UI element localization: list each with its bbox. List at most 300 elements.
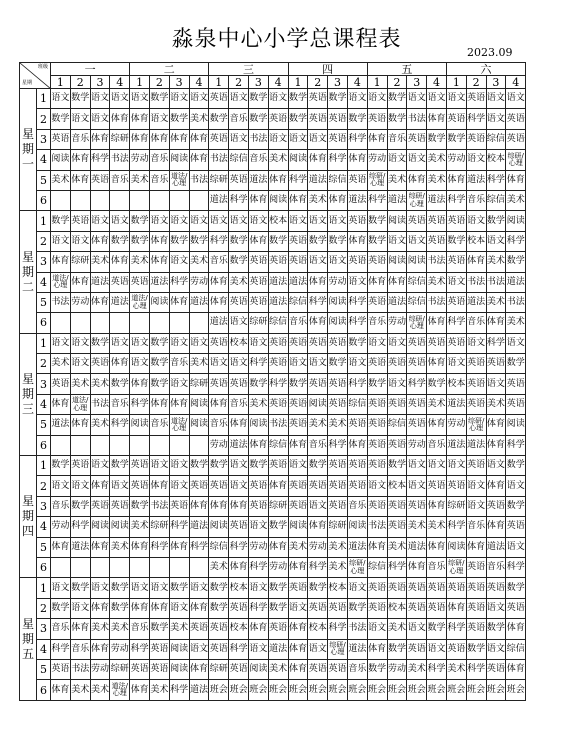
period-number: 1 (37, 456, 51, 476)
schedule-cell: 校本 (268, 211, 288, 231)
schedule-cell: 语文 (347, 89, 367, 109)
schedule-cell: 数学 (189, 456, 209, 476)
schedule-cell: 美术 (506, 190, 526, 210)
schedule-cell: 体育 (90, 231, 110, 251)
schedule-cell: 综研/ 心理 (466, 415, 486, 435)
schedule-cell: 语文 (486, 374, 506, 394)
schedule-cell (149, 435, 169, 455)
schedule-cell: 语文 (328, 211, 348, 231)
schedule-cell: 语文 (466, 211, 486, 231)
schedule-cell: 语文 (367, 89, 387, 109)
schedule-cell: 语文 (367, 333, 387, 353)
schedule-cell: 体育 (308, 313, 328, 333)
schedule-cell: 语文 (229, 89, 249, 109)
schedule-cell: 综研 (209, 659, 229, 679)
period-number: 3 (37, 252, 51, 272)
schedule-cell: 书法 (367, 517, 387, 537)
class-number-header: 1 (367, 76, 387, 89)
schedule-cell: 英语 (308, 109, 328, 129)
schedule-cell: 英语 (268, 354, 288, 374)
schedule-cell: 科学 (328, 150, 348, 170)
schedule-cell: 音乐 (466, 517, 486, 537)
schedule-cell: 美术 (387, 619, 407, 639)
schedule-cell: 语文 (110, 211, 130, 231)
schedule-cell: 班会 (347, 680, 367, 700)
schedule-cell: 英语 (328, 394, 348, 414)
schedule-cell: 音乐 (51, 619, 71, 639)
schedule-cell: 数学 (70, 578, 90, 598)
schedule-cell: 数学 (387, 109, 407, 129)
schedule-cell: 英语 (446, 578, 466, 598)
schedule-cell: 语文 (407, 476, 427, 496)
page-title: 淼泉中心小学总课程表 (171, 27, 402, 52)
schedule-cell: 数学 (209, 598, 229, 618)
schedule-cell: 科学 (387, 557, 407, 577)
schedule-cell: 综研/ 心理 (407, 313, 427, 333)
schedule-cell: 英语 (268, 333, 288, 353)
schedule-cell: 音乐 (149, 150, 169, 170)
schedule-cell: 数学 (347, 109, 367, 129)
schedule-cell: 英语 (288, 476, 308, 496)
schedule-cell: 体育 (90, 639, 110, 659)
class-number-header: 4 (110, 76, 130, 89)
schedule-cell: 道法 (288, 272, 308, 292)
schedule-cell: 英语 (407, 578, 427, 598)
schedule-cell: 数学 (90, 333, 110, 353)
schedule-cell: 体育 (427, 354, 447, 374)
schedule-cell (130, 313, 150, 333)
table-row (20, 354, 526, 374)
schedule-cell: 数学 (248, 374, 268, 394)
schedule-cell: 英语 (288, 415, 308, 435)
schedule-cell: 体育 (110, 109, 130, 129)
schedule-cell: 英语 (328, 476, 348, 496)
schedule-cell: 美术 (328, 537, 348, 557)
schedule-cell: 劳动 (110, 639, 130, 659)
schedule-cell: 美术 (446, 659, 466, 679)
class-number-header: 2 (466, 76, 486, 89)
schedule-cell: 劳动 (308, 537, 328, 557)
table-row (20, 129, 526, 149)
schedule-cell: 体育 (288, 190, 308, 210)
schedule-cell: 综研 (446, 496, 466, 516)
schedule-cell: 英语 (130, 456, 150, 476)
schedule-cell: 音乐 (110, 170, 130, 190)
schedule-cell: 书法 (149, 496, 169, 516)
schedule-cell: 体育 (130, 537, 150, 557)
schedule-cell: 道法 (387, 190, 407, 210)
schedule-cell: 劳动 (130, 150, 150, 170)
schedule-cell: 科学 (427, 659, 447, 679)
schedule-cell: 英语 (446, 292, 466, 312)
schedule-cell: 语文 (229, 313, 249, 333)
schedule-cell: 英语 (209, 129, 229, 149)
schedule-cell: 体育 (486, 415, 506, 435)
schedule-cell: 科学 (466, 659, 486, 679)
schedule-cell: 英语 (367, 394, 387, 414)
schedule-cell: 英语 (387, 435, 407, 455)
schedule-cell: 英语 (387, 496, 407, 516)
schedule-cell: 数学 (149, 333, 169, 353)
schedule-cell: 美术 (229, 272, 249, 292)
schedule-cell: 体育 (506, 170, 526, 190)
schedule-cell: 英语 (328, 129, 348, 149)
schedule-cell: 体育 (149, 394, 169, 414)
schedule-cell: 语文 (169, 89, 189, 109)
schedule-cell: 数学 (506, 496, 526, 516)
class-number-header: 4 (506, 76, 526, 89)
table-row (20, 557, 526, 577)
schedule-cell (130, 435, 150, 455)
schedule-cell: 校本 (328, 578, 348, 598)
schedule-cell: 道法 (486, 537, 506, 557)
schedule-cell: 英语 (466, 557, 486, 577)
table-row (20, 89, 526, 109)
schedule-cell: 语文 (308, 129, 328, 149)
schedule-cell: 体育 (90, 292, 110, 312)
day-label (20, 211, 37, 333)
schedule-cell: 数学 (427, 129, 447, 149)
schedule-cell: 语文 (189, 639, 209, 659)
schedule-cell: 体育 (189, 150, 209, 170)
schedule-cell: 语文 (347, 272, 367, 292)
schedule-cell: 英语 (407, 333, 427, 353)
table-row (20, 619, 526, 639)
schedule-cell: 英语 (248, 496, 268, 516)
schedule-cell: 道法 (466, 170, 486, 190)
schedule-cell: 体育 (189, 598, 209, 618)
schedule-cell: 美术 (288, 537, 308, 557)
schedule-cell (110, 435, 130, 455)
schedule-cell: 综研 (248, 313, 268, 333)
schedule-cell: 英语 (387, 394, 407, 414)
schedule-cell: 阅读 (130, 415, 150, 435)
schedule-cell: 美术 (268, 150, 288, 170)
schedule-cell: 语文 (51, 476, 71, 496)
schedule-cell: 劳动 (209, 435, 229, 455)
schedule-cell: 体育 (427, 109, 447, 129)
schedule-cell: 音乐 (229, 109, 249, 129)
schedule-cell (51, 190, 71, 210)
schedule-cell: 道法 (506, 272, 526, 292)
schedule-cell: 阅读 (189, 415, 209, 435)
schedule-cell: 科学 (347, 374, 367, 394)
day-label (20, 578, 37, 700)
schedule-cell: 语文 (51, 231, 71, 251)
schedule-cell: 阅读 (328, 313, 348, 333)
class-number-header: 3 (248, 76, 268, 89)
class-number-header: 2 (229, 76, 249, 89)
schedule-cell: 道法/ 心理 (169, 415, 189, 435)
schedule-cell: 英语 (486, 578, 506, 598)
table-row (20, 333, 526, 353)
schedule-cell (70, 313, 90, 333)
period-number: 1 (37, 578, 51, 598)
schedule-cell: 美术 (90, 374, 110, 394)
grade-header: 二 (130, 63, 209, 76)
schedule-cell (149, 557, 169, 577)
schedule-cell: 英语 (347, 170, 367, 190)
schedule-cell: 英语 (367, 456, 387, 476)
schedule-cell: 语文 (466, 476, 486, 496)
schedule-cell: 数学 (110, 578, 130, 598)
schedule-cell: 阅读 (189, 394, 209, 414)
schedule-cell: 体育 (229, 557, 249, 577)
schedule-cell: 数学 (427, 374, 447, 394)
schedule-cell: 综信 (209, 537, 229, 557)
schedule-cell: 体育 (387, 272, 407, 292)
schedule-cell: 数学 (486, 619, 506, 639)
schedule-cell: 数学 (51, 109, 71, 129)
table-row (20, 252, 526, 272)
schedule-cell: 语文 (486, 89, 506, 109)
schedule-cell: 语文 (407, 456, 427, 476)
class-number-header: 3 (328, 76, 348, 89)
schedule-cell: 语文 (248, 578, 268, 598)
schedule-cell: 阅读 (407, 252, 427, 272)
schedule-cell: 英语 (110, 496, 130, 516)
schedule-cell: 体育 (90, 129, 110, 149)
schedule-cell: 音乐 (486, 557, 506, 577)
schedule-cell: 美术 (308, 415, 328, 435)
schedule-cell: 数学 (149, 354, 169, 374)
schedule-cell: 综研 (149, 517, 169, 537)
schedule-cell: 书法 (70, 659, 90, 679)
schedule-cell: 科学 (288, 170, 308, 190)
schedule-cell: 音乐 (209, 252, 229, 272)
schedule-cell: 语文 (229, 476, 249, 496)
schedule-cell: 校本 (229, 333, 249, 353)
schedule-cell: 语文 (229, 456, 249, 476)
class-number-header: 1 (446, 76, 466, 89)
schedule-cell: 科学 (268, 374, 288, 394)
schedule-cell (130, 190, 150, 210)
schedule-cell: 美术 (169, 619, 189, 639)
schedule-cell: 英语 (110, 272, 130, 292)
schedule-cell: 英语 (466, 354, 486, 374)
schedule-cell: 阅读 (387, 211, 407, 231)
period-number: 2 (37, 231, 51, 251)
schedule-cell: 英语 (229, 170, 249, 190)
day-label (20, 456, 37, 578)
schedule-cell: 英语 (308, 374, 328, 394)
schedule-cell: 英语 (387, 354, 407, 374)
schedule-cell: 英语 (209, 89, 229, 109)
schedule-cell: 书法 (248, 129, 268, 149)
schedule-cell: 体育 (427, 313, 447, 333)
schedule-cell: 语文 (149, 109, 169, 129)
schedule-cell: 劳动 (189, 272, 209, 292)
schedule-cell: 体育 (248, 231, 268, 251)
schedule-cell: 数学 (427, 619, 447, 639)
schedule-cell: 体育 (189, 129, 209, 149)
table-row (20, 456, 526, 476)
schedule-cell: 数学 (169, 109, 189, 129)
schedule-cell: 语文 (328, 252, 348, 272)
schedule-cell: 班会 (248, 680, 268, 700)
schedule-cell: 美术 (149, 680, 169, 700)
schedule-cell: 英语 (268, 109, 288, 129)
period-number: 6 (37, 557, 51, 577)
schedule-cell: 语文 (248, 517, 268, 537)
schedule-cell: 体育 (367, 272, 387, 292)
schedule-cell: 美术 (486, 292, 506, 312)
schedule-cell: 美术 (90, 252, 110, 272)
schedule-cell: 综研 (268, 496, 288, 516)
schedule-cell: 语文 (130, 578, 150, 598)
schedule-cell (169, 190, 189, 210)
schedule-cell: 英语 (51, 129, 71, 149)
schedule-cell: 书法 (90, 394, 110, 414)
schedule-cell: 美术 (407, 517, 427, 537)
class-number-header: 4 (427, 76, 447, 89)
schedule-cell: 体育 (308, 150, 328, 170)
schedule-cell: 数学 (288, 374, 308, 394)
schedule-cell: 英语 (229, 292, 249, 312)
schedule-cell: 道法 (407, 537, 427, 557)
schedule-cell: 体育 (51, 252, 71, 272)
schedule-cell: 书法 (427, 252, 447, 272)
class-number-header: 1 (51, 76, 71, 89)
schedule-cell: 英语 (367, 578, 387, 598)
schedule-cell: 英语 (407, 394, 427, 414)
schedule-cell: 体育 (328, 190, 348, 210)
schedule-cell: 数学 (189, 231, 209, 251)
schedule-cell: 体育 (70, 170, 90, 190)
schedule-cell: 音乐 (130, 619, 150, 639)
schedule-cell: 道法 (189, 292, 209, 312)
schedule-cell: 体育 (70, 272, 90, 292)
schedule-cell: 数学 (328, 354, 348, 374)
schedule-cell: 劳动 (328, 272, 348, 292)
schedule-cell: 数学 (51, 456, 71, 476)
schedule-cell: 美术 (328, 415, 348, 435)
schedule-cell: 体育 (268, 170, 288, 190)
schedule-cell: 道法 (110, 292, 130, 312)
schedule-cell: 科学 (248, 354, 268, 374)
schedule-cell: 科学 (367, 190, 387, 210)
schedule-cell: 劳动 (387, 313, 407, 333)
table-row (20, 435, 526, 455)
schedule-cell: 体育 (51, 680, 71, 700)
schedule-cell: 道法 (466, 292, 486, 312)
schedule-cell: 数学 (367, 211, 387, 231)
schedule-cell: 语文 (387, 231, 407, 251)
schedule-cell: 班会 (466, 680, 486, 700)
schedule-cell: 数学 (169, 231, 189, 251)
day-label-text: 星期四 (21, 494, 34, 539)
schedule-cell: 音乐 (110, 394, 130, 414)
schedule-cell: 英语 (466, 89, 486, 109)
schedule-cell: 体育 (149, 252, 169, 272)
schedule-cell: 班会 (328, 680, 348, 700)
schedule-cell: 美术 (110, 537, 130, 557)
schedule-cell: 数学 (308, 456, 328, 476)
schedule-cell: 科学 (347, 313, 367, 333)
schedule-cell: 英语 (466, 129, 486, 149)
class-number-header: 2 (149, 76, 169, 89)
schedule-cell: 体育 (407, 170, 427, 190)
schedule-cell: 阅读 (308, 394, 328, 414)
schedule-cell: 数学 (70, 496, 90, 516)
schedule-cell: 道法 (387, 292, 407, 312)
schedule-cell: 数学 (506, 456, 526, 476)
schedule-cell: 综研/ 心理 (407, 190, 427, 210)
schedule-cell: 音乐 (70, 639, 90, 659)
schedule-cell (90, 190, 110, 210)
schedule-cell: 书法 (427, 292, 447, 312)
schedule-cell: 英语 (308, 89, 328, 109)
schedule-cell: 语文 (407, 89, 427, 109)
schedule-cell: 综信 (407, 292, 427, 312)
schedule-cell: 科学 (486, 333, 506, 353)
schedule-cell: 音乐 (169, 354, 189, 374)
timetable (19, 62, 526, 701)
schedule-cell (169, 435, 189, 455)
schedule-cell: 英语 (427, 231, 447, 251)
table-row (20, 313, 526, 333)
schedule-cell: 体育 (51, 394, 71, 414)
schedule-cell: 数学 (248, 89, 268, 109)
schedule-cell: 英语 (466, 619, 486, 639)
schedule-cell: 体育 (347, 231, 367, 251)
schedule-cell: 英语 (486, 659, 506, 679)
schedule-cell: 语文 (90, 578, 110, 598)
schedule-cell: 英语 (149, 659, 169, 679)
schedule-cell (149, 313, 169, 333)
schedule-cell: 体育 (446, 598, 466, 618)
schedule-cell: 体育 (347, 150, 367, 170)
schedule-cell: 体育 (268, 476, 288, 496)
table-row (20, 374, 526, 394)
period-number: 4 (37, 150, 51, 170)
schedule-cell: 体育 (149, 129, 169, 149)
period-number: 4 (37, 517, 51, 537)
schedule-cell: 数学 (149, 89, 169, 109)
schedule-cell: 校本 (466, 231, 486, 251)
schedule-cell: 道法 (209, 190, 229, 210)
schedule-cell: 道法 (466, 435, 486, 455)
schedule-cell: 体育 (90, 537, 110, 557)
schedule-cell: 语文 (110, 333, 130, 353)
schedule-cell: 语文 (70, 231, 90, 251)
schedule-cell: 英语 (367, 252, 387, 272)
schedule-cell: 数学 (506, 578, 526, 598)
schedule-cell: 语文 (169, 211, 189, 231)
schedule-cell: 劳动 (446, 150, 466, 170)
schedule-cell: 综研 (110, 659, 130, 679)
table-row (20, 150, 526, 170)
schedule-cell: 体育 (248, 190, 268, 210)
schedule-cell: 英语 (367, 292, 387, 312)
schedule-cell: 阅读 (506, 211, 526, 231)
table-row (20, 170, 526, 190)
schedule-cell: 数学 (209, 109, 229, 129)
schedule-cell: 语文 (466, 333, 486, 353)
schedule-cell (51, 435, 71, 455)
schedule-cell: 书法 (189, 170, 209, 190)
class-number-header: 3 (90, 76, 110, 89)
schedule-cell: 英语 (506, 109, 526, 129)
schedule-cell: 美术 (130, 170, 150, 190)
period-number: 5 (37, 292, 51, 312)
schedule-cell: 音乐 (308, 435, 328, 455)
period-number: 5 (37, 415, 51, 435)
schedule-cell: 语文 (387, 333, 407, 353)
schedule-cell: 美术 (51, 354, 71, 374)
schedule-cell: 科学 (347, 292, 367, 312)
schedule-cell: 阅读 (288, 150, 308, 170)
